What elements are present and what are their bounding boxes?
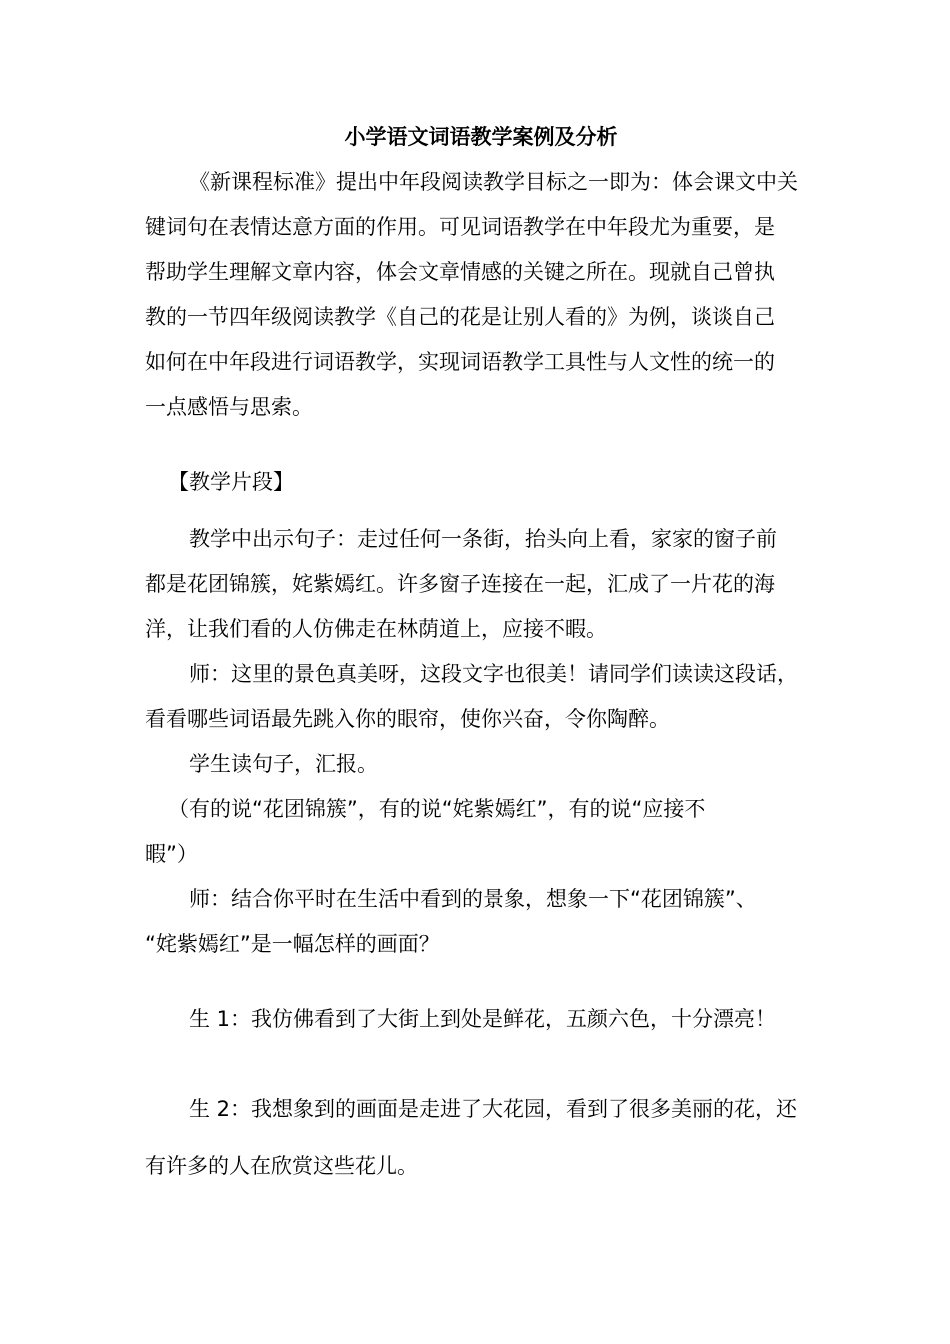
student-1-answer: 生 1：我仿佛看到了大街上到处是鲜花，五颜六色，十分漂亮！ (189, 1007, 777, 1031)
sentence-line: 都是花团锦簇，姹紫嫣红。许多窗子连接在一起，汇成了一片花的海 (145, 572, 775, 596)
intro-line: 帮助学生理解文章内容，体会文章情感的关键之所在。现就自己曾执 (145, 260, 775, 284)
teacher-line: 看看哪些词语最先跳入你的眼帘，使你兴奋，令你陶醉。 (145, 707, 670, 731)
students-read-line: 学生读句子，汇报。 (189, 752, 378, 776)
teacher-line: “姹紫嫣红”是一幅怎样的画面？ (145, 932, 440, 956)
sentence-line: 洋，让我们看的人仿佛走在林荫道上，应接不暇。 (145, 617, 607, 641)
sentence-line: 教学中出示句子：走过任何一条街，抬头向上看，家家的窗子前 (189, 527, 777, 551)
student-2-line: 生 2：我想象到的画面是走进了大花园，看到了很多美丽的花，还 (189, 1097, 798, 1121)
student-2-line: 有许多的人在欣赏这些花儿。 (145, 1154, 418, 1178)
intro-line: 教的一节四年级阅读教学《自己的花是让别人看的》为例，谈谈自己 (145, 305, 775, 329)
intro-line: 《新课程标准》提出中年段阅读教学目标之一即为：体会课文中关 (189, 170, 798, 194)
section-heading: 【教学片段】 (168, 470, 294, 494)
teacher-line: 师：这里的景色真美呀，这段文字也很美！请同学们读读这段话， (189, 662, 798, 686)
intro-line: 如何在中年段进行词语教学，实现词语教学工具性与人文性的统一的 (145, 350, 775, 374)
teacher-line: 师：结合你平时在生活中看到的景象，想象一下“花团锦簇”、 (189, 887, 757, 911)
intro-line: 一点感悟与思索。 (145, 395, 313, 419)
document-title: 小学语文词语教学案例及分析 (344, 125, 618, 149)
intro-line: 键词句在表情达意方面的作用。可见词语教学在中年段尤为重要，是 (145, 215, 775, 239)
answer-line: （有的说“花团锦簇”，有的说“姹紫嫣红”，有的说“应接不 (168, 797, 706, 821)
answer-line: 暇”） (145, 842, 198, 866)
